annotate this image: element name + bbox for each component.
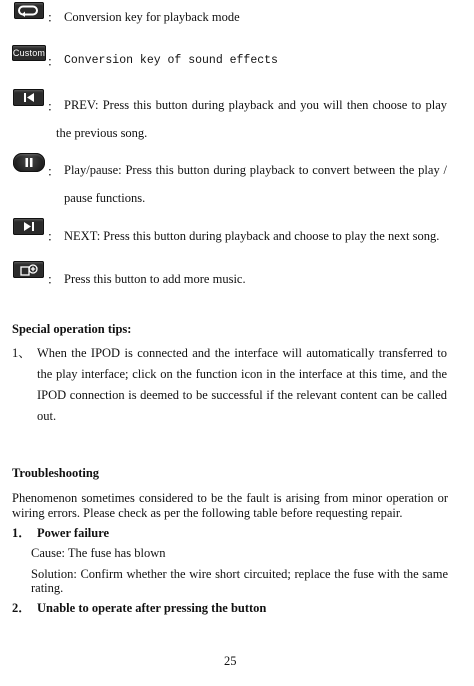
control-description: NEXT: Press this button during playback and choose to play the next song. xyxy=(64,229,440,243)
colon: ： xyxy=(47,230,60,244)
colon: ： xyxy=(47,11,60,25)
issue-cause: Cause: The fuse has blown xyxy=(31,546,166,560)
custom-button-icon xyxy=(12,45,46,61)
colon: ： xyxy=(47,165,60,179)
add-music-icon xyxy=(13,261,44,278)
colon: ： xyxy=(47,273,60,287)
issue-number: 1． xyxy=(12,526,31,540)
next-track-icon xyxy=(13,218,44,235)
colon: ： xyxy=(47,55,60,69)
troubleshooting-intro-continued: wiring errors. Please check as per the following table before requesting repair. xyxy=(12,506,403,520)
page-number: 25 xyxy=(224,654,237,668)
control-description: Conversion key for playback mode xyxy=(64,10,240,24)
tip-text-line: the play interface; click on the function icon in the interface at this time, and the xyxy=(37,367,447,381)
colon: ： xyxy=(47,100,60,114)
tip-text-line: IPOD connection is deemed to be successful if the relevant content can be called xyxy=(37,388,447,402)
custom-icon-label: Custom xyxy=(12,48,46,58)
issue-solution-continued: rating. xyxy=(31,581,64,595)
loop-arrow-icon xyxy=(14,2,44,19)
control-description: Press this button to add more music. xyxy=(64,272,246,286)
control-description: PREV: Press this button during playback and you will then choose to play xyxy=(64,98,447,112)
control-description: Play/pause: Press this button during playback to convert between the play / xyxy=(64,163,447,177)
troubleshooting-intro: Phenomenon sometimes considered to be the fault is arising from minor operation or xyxy=(12,491,448,505)
previous-track-icon xyxy=(13,89,44,106)
issue-solution: Solution: Confirm whether the wire short circuited; replace the fuse with the same xyxy=(31,567,448,581)
tip-number: 1、 xyxy=(12,346,31,360)
special-tips-heading: Special operation tips: xyxy=(12,322,132,336)
control-description-continued: the previous song. xyxy=(56,126,148,140)
tip-text-line: out. xyxy=(37,409,57,423)
troubleshooting-heading: Troubleshooting xyxy=(12,466,100,480)
issue-number: 2． xyxy=(12,601,31,615)
issue-title: Unable to operate after pressing the button xyxy=(37,601,267,615)
tip-text-line: When the IPOD is connected and the interface will automatically transferred to xyxy=(37,346,447,360)
control-description-continued: pause functions. xyxy=(64,191,146,205)
pause-icon xyxy=(13,153,45,172)
control-description: Conversion key of sound effects xyxy=(64,54,278,67)
issue-title: Power failure xyxy=(37,526,110,540)
